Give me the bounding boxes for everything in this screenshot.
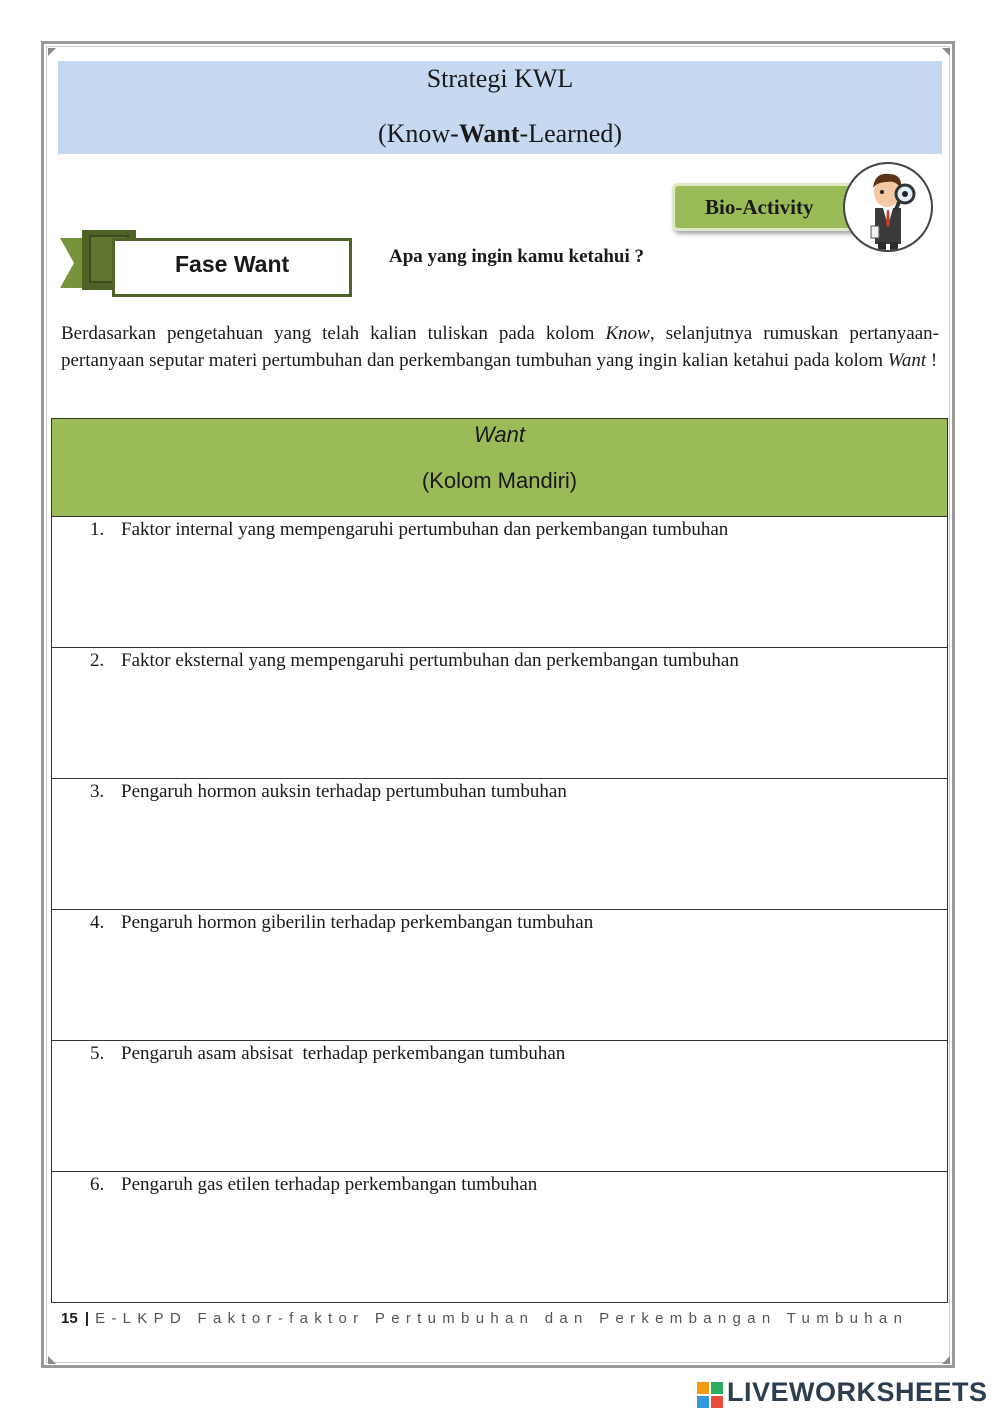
subtitle-prefix: (Know- — [377, 119, 459, 148]
table-row[interactable] — [52, 517, 947, 648]
row-question: Pengaruh gas etilen terhadap perkembangan tumbuhan — [121, 1174, 538, 1195]
page-title: Strategi KWL — [426, 64, 574, 93]
corner-mark-top-right — [942, 48, 950, 56]
corner-mark-bottom-right — [942, 1356, 950, 1364]
page-subtitle — [58, 119, 942, 149]
fase-box — [112, 238, 352, 297]
title-band — [58, 61, 942, 154]
subtitle-bold: Want — [458, 119, 520, 148]
row-question: Pengaruh hormon auksin terhadap pertumbuhan tumbuhan — [121, 781, 567, 802]
page-footer — [61, 1310, 908, 1327]
want-header-subtitle: (Kolom Mandiri) — [421, 468, 578, 493]
corner-mark-top-left — [48, 48, 56, 56]
row-number: 6. — [90, 1174, 105, 1195]
row-number: 3. — [90, 781, 105, 802]
liveworksheets-logo-icon — [697, 1382, 723, 1408]
instruction-want: Want — [887, 350, 927, 371]
phase-question: Apa yang ingin kamu ketahui ? — [389, 246, 644, 267]
want-table-header — [52, 419, 947, 517]
table-row[interactable] — [52, 779, 947, 910]
footer-separator: | — [84, 1310, 90, 1327]
instruction-text — [61, 320, 939, 374]
row-number: 5. — [90, 1043, 105, 1064]
instruction-know: Know — [605, 323, 650, 344]
bio-activity-badge: Bio-Activity — [672, 183, 858, 231]
row-number: 1. — [90, 519, 105, 540]
table-row[interactable] — [52, 1172, 947, 1303]
table-row[interactable] — [52, 648, 947, 779]
subtitle-suffix: -Learned) — [519, 119, 623, 148]
detective-magnifier-icon — [843, 162, 933, 252]
want-header-title: Want — [474, 422, 525, 447]
liveworksheets-watermark — [697, 1377, 997, 1411]
row-number: 2. — [90, 650, 105, 671]
instruction-part1: Berdasarkan pengetahuan yang telah kalian tuliskan pada kolom — [61, 323, 606, 344]
page-number: 15 — [61, 1310, 78, 1327]
want-table — [51, 418, 948, 1303]
liveworksheets-text: LIVEWORKSHEETS — [727, 1377, 988, 1407]
instruction-part3: ! — [926, 350, 938, 371]
corner-mark-bottom-left — [48, 1356, 56, 1364]
row-question: Pengaruh hormon giberilin terhadap perkembangan tumbuhan — [121, 912, 594, 933]
row-number: 4. — [90, 912, 105, 933]
table-row[interactable] — [52, 1041, 947, 1172]
fase-label: Fase Want — [175, 251, 290, 277]
table-row[interactable] — [52, 910, 947, 1041]
footer-text: E-LKPD Faktor-faktor Pertumbuhan dan Perkembangan Tumbuhan — [95, 1310, 909, 1327]
row-question: Faktor internal yang mempengaruhi pertumbuhan dan perkembangan tumbuhan — [121, 519, 729, 540]
row-question: Faktor eksternal yang mempengaruhi pertumbuhan dan perkembangan tumbuhan — [121, 650, 739, 671]
instruction-part2: , selanjutnya rumuskan pertanyaan-pertanyaan seputar materi pertumbuhan dan perkembangan tumbuhan yang ingin kalian ketahui pada kolom — [61, 323, 939, 371]
row-question: Pengaruh asam absisat terhadap perkembangan tumbuhan — [121, 1043, 566, 1064]
